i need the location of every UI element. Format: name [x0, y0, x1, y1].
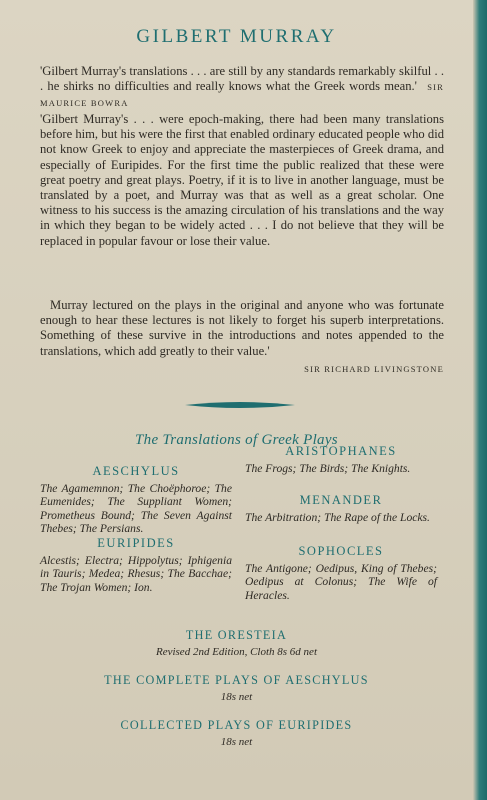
aeschylus-complete-price: 18s net: [220, 691, 253, 703]
oresteia-price: Revised 2nd Edition, Cloth 8s 6d net: [155, 646, 317, 658]
left-column-2: [40, 536, 232, 594]
right-column-2: [245, 493, 437, 524]
left-column: [40, 464, 232, 536]
page-title: GILBERT MURRAY: [136, 26, 337, 47]
plays-sophocles: The Antigone; Oedipus, King of Thebes; Oedipus at Colonus; The Wife of Heracles.: [245, 562, 437, 602]
quote-bowra: [40, 64, 444, 112]
author-menander: MENANDER: [299, 493, 383, 507]
euripides-collected-title: COLLECTED PLAYS OF EURIPIDES: [120, 718, 353, 732]
divider-ornament-icon: [185, 399, 295, 411]
euripides-collected-block: [0, 718, 473, 748]
euripides-collected-price: 18s net: [220, 736, 253, 748]
translations-heading: The Translations of Greek Plays: [135, 432, 338, 448]
author-aristophanes: ARISTOPHANES: [285, 444, 397, 458]
oresteia-block: [0, 628, 473, 658]
plays-menander: The Arbitration; The Rape of the Locks.: [245, 511, 430, 524]
author-sophocles: SOPHOCLES: [298, 544, 384, 558]
quote-livingstone-para1: 'Gilbert Murray's . . . were epoch-making, there had been many translations before him, but his were the first that enabled ordinary educated people who did not know Greek to enjoy and appreciate the masterpieces of Greek drama, and especially of Euripides. For the first time the public realized that these were great poetry and great plays. Poetry, if it is to live in another language, must be translated by a poet, and Murray was that as well as a great scholar. One witness to his success is the amazing circulation of his translations and the way in which they began to be widely acted . . . I do not believe that they will be replaced in popular favour or lose their value.: [40, 112, 444, 248]
plays-aristophanes: The Frogs; The Birds; The Knights.: [245, 462, 411, 475]
author-euripides: EURIPIDES: [97, 536, 175, 550]
author-aeschylus: AESCHYLUS: [92, 464, 180, 478]
plays-euripides: Alcestis; Electra; Hippolytus; Iphigenia in Tauris; Medea; Rhesus; The Bacchae; The Trojan Women; Ion.: [40, 554, 232, 594]
quote-livingstone-author: SIR RICHARD LIVINGSTONE: [304, 364, 444, 374]
quote-bowra-author: SIR MAURICE BOWRA: [40, 82, 445, 109]
right-column-3: [245, 544, 437, 602]
quote-bowra-text: 'Gilbert Murray's translations . . . are still by any standards remarkably skilful . . . he shirks no difficulties and really knows what the Greek words mean.': [40, 64, 444, 94]
plays-aeschylus: The Agamemnon; The Choëphoroe; The Eumenides; The Suppliant Women; Prometheus Bound; The Seven Against Thebes; The Persians.: [40, 482, 232, 536]
quote-livingstone-para2: Murray lectured on the plays in the original and anyone who was fortunate enough to hear these lectures is not likely to forget his superb interpretations. Something of these survive in the introductions and notes appended to the translations, which add greatly to their value.': [40, 298, 444, 358]
right-column: [245, 444, 437, 475]
cover-edge: [473, 0, 487, 800]
oresteia-title: THE ORESTEIA: [185, 628, 288, 642]
aeschylus-complete-block: [0, 673, 473, 703]
aeschylus-complete-title: THE COMPLETE PLAYS OF AESCHYLUS: [104, 673, 369, 687]
